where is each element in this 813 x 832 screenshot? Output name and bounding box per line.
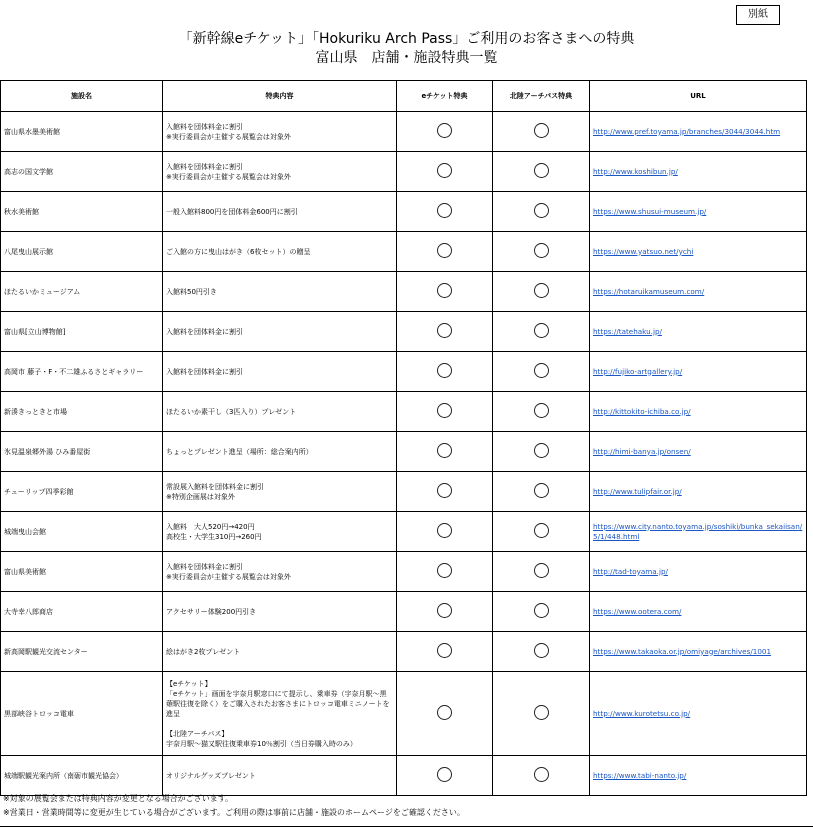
benefit-cell: [163, 192, 397, 232]
benefit-line: ※実行委員会が主催する展覧会は対象外: [166, 572, 291, 581]
benefit-cell: [163, 112, 397, 152]
eticket-available-circle-icon: [437, 767, 452, 782]
table-row: [1, 512, 807, 552]
facility-url-link[interactable]: http://himi-banya.jp/onsen/: [590, 432, 807, 472]
facility-name: 大寺幸八郎商店: [1, 592, 163, 632]
header-facility: 施設名: [1, 81, 163, 112]
facility-name: 城端曳山会館: [1, 512, 163, 552]
facility-name: 新湊きっときと市場: [1, 392, 163, 432]
arch-pass-available-circle-icon: [534, 283, 549, 298]
facility-url-link[interactable]: https://www.tabi-nanto.jp/: [590, 756, 807, 796]
facility-url-link[interactable]: http://www.kurotetsu.co.jp/: [590, 672, 807, 756]
facility-name: 八尾曳山展示館: [1, 232, 163, 272]
eticket-cell: [397, 632, 493, 672]
facility-url-link[interactable]: https://tatehaku.jp/: [590, 312, 807, 352]
attachment-badge: 別紙: [736, 5, 780, 25]
benefit-cell: [163, 312, 397, 352]
benefit-cell: [163, 472, 397, 512]
eticket-available-circle-icon: [437, 203, 452, 218]
table-row: [1, 472, 807, 512]
benefit-cell: [163, 392, 397, 432]
benefit-cell: [163, 672, 397, 756]
facility-url-link[interactable]: https://www.ootera.com/: [590, 592, 807, 632]
eticket-cell: [397, 512, 493, 552]
table-row: [1, 432, 807, 472]
arch-pass-available-circle-icon: [534, 443, 549, 458]
facility-url-link[interactable]: http://fujiko-artgallery.jp/: [590, 352, 807, 392]
facility-name: チューリップ四季彩館: [1, 472, 163, 512]
arch-pass-available-circle-icon: [534, 767, 549, 782]
arch-pass-available-circle-icon: [534, 203, 549, 218]
arch-pass-available-circle-icon: [534, 483, 549, 498]
eticket-cell: [397, 756, 493, 796]
eticket-available-circle-icon: [437, 243, 452, 258]
arch-pass-cell: [493, 632, 590, 672]
eticket-available-circle-icon: [437, 123, 452, 138]
arch-pass-cell: [493, 756, 590, 796]
eticket-available-circle-icon: [437, 323, 452, 338]
facility-url-link[interactable]: http://www.pref.toyama.jp/branches/3044/3044.htm: [590, 112, 807, 152]
bottom-rule: [0, 826, 813, 827]
table-row: [1, 272, 807, 312]
benefit-cell: [163, 552, 397, 592]
eticket-cell: [397, 592, 493, 632]
benefit-line: 入館料を団体料金に割引: [166, 327, 243, 336]
benefit-cell: [163, 152, 397, 192]
eticket-available-circle-icon: [437, 523, 452, 538]
arch-pass-available-circle-icon: [534, 123, 549, 138]
benefit-line: アクセサリー体験200円引き: [166, 607, 257, 616]
eticket-available-circle-icon: [437, 363, 452, 378]
benefit-line: ※実行委員会が主催する展覧会は対象外: [166, 132, 291, 141]
arch-pass-available-circle-icon: [534, 403, 549, 418]
facility-name: 富山県水墨美術館: [1, 112, 163, 152]
eticket-cell: [397, 312, 493, 352]
facility-url-link[interactable]: https://www.yatsuo.net/ychi: [590, 232, 807, 272]
facility-url-link[interactable]: http://www.koshibun.jp/: [590, 152, 807, 192]
arch-pass-cell: [493, 352, 590, 392]
facility-url-link[interactable]: https://www.shusui-museum.jp/: [590, 192, 807, 232]
benefit-line: 【北陸アーチパス】: [166, 729, 229, 738]
benefit-line: ちょっとプレゼント進呈（場所：総合案内所）: [166, 447, 313, 456]
arch-pass-cell: [493, 592, 590, 632]
eticket-cell: [397, 472, 493, 512]
arch-pass-available-circle-icon: [534, 603, 549, 618]
facility-url-link[interactable]: http://www.tulipfair.or.jp/: [590, 472, 807, 512]
benefit-line: 入館料を団体料金に割引: [166, 562, 243, 571]
eticket-cell: [397, 352, 493, 392]
benefit-cell: [163, 352, 397, 392]
facility-name: 氷見温泉郷外湯 ひみ番屋街: [1, 432, 163, 472]
eticket-available-circle-icon: [437, 643, 452, 658]
facility-name: 新高岡駅観光交流センター: [1, 632, 163, 672]
benefit-cell: [163, 232, 397, 272]
eticket-available-circle-icon: [437, 163, 452, 178]
benefit-cell: [163, 756, 397, 796]
benefit-line: 宇奈月駅～猫又駅往復乗車券10％割引（当日券購入時のみ）: [166, 739, 357, 748]
footnote-exhibition: ※対象の展覧会または特典内容が変更となる場合がございます。: [3, 794, 234, 803]
eticket-available-circle-icon: [437, 403, 452, 418]
benefit-line: 常設展入館料を団体料金に割引: [166, 482, 264, 491]
eticket-cell: [397, 112, 493, 152]
header-benefit: 特典内容: [163, 81, 397, 112]
eticket-cell: [397, 552, 493, 592]
eticket-available-circle-icon: [437, 705, 452, 720]
eticket-cell: [397, 672, 493, 756]
arch-pass-available-circle-icon: [534, 563, 549, 578]
arch-pass-cell: [493, 272, 590, 312]
arch-pass-available-circle-icon: [534, 323, 549, 338]
table-header-row: [1, 81, 807, 112]
eticket-available-circle-icon: [437, 563, 452, 578]
table-row: [1, 632, 807, 672]
arch-pass-cell: [493, 512, 590, 552]
eticket-cell: [397, 152, 493, 192]
table-row: [1, 352, 807, 392]
facility-name: 高志の国文学館: [1, 152, 163, 192]
benefit-line: 高校生・大学生310円→260円: [166, 532, 262, 541]
benefit-line: ご入館の方に曳山はがき（6枚セット）の贈呈: [166, 247, 311, 256]
benefit-line: ※実行委員会が主催する展覧会は対象外: [166, 172, 291, 181]
facility-name: 富山県美術館: [1, 552, 163, 592]
header-eticket: eチケット特典: [397, 81, 493, 112]
eticket-cell: [397, 232, 493, 272]
facility-name: 富山県[立山博物館]: [1, 312, 163, 352]
eticket-cell: [397, 392, 493, 432]
benefit-line: 【eチケット】: [166, 679, 212, 688]
header-url: URL: [590, 81, 807, 112]
eticket-available-circle-icon: [437, 483, 452, 498]
eticket-available-circle-icon: [437, 603, 452, 618]
arch-pass-cell: [493, 472, 590, 512]
benefit-line: 入館料を団体料金に割引: [166, 162, 243, 171]
benefit-line: ほたるいか素干し（3匹入り）プレゼント: [166, 407, 297, 416]
benefit-cell: [163, 512, 397, 552]
arch-pass-available-circle-icon: [534, 705, 549, 720]
eticket-available-circle-icon: [437, 443, 452, 458]
facility-name: 城端駅観光案内所（南砺市観光協会）: [1, 756, 163, 796]
eticket-cell: [397, 272, 493, 312]
benefit-line: オリジナルグッズプレゼント: [166, 771, 256, 780]
arch-pass-cell: [493, 432, 590, 472]
arch-pass-cell: [493, 552, 590, 592]
table-row: [1, 756, 807, 796]
facility-name: 黒部峡谷トロッコ電車: [1, 672, 163, 756]
table-row: [1, 392, 807, 432]
table-row: [1, 312, 807, 352]
table-row: [1, 112, 807, 152]
table-row: [1, 552, 807, 592]
arch-pass-available-circle-icon: [534, 523, 549, 538]
benefit-line: [166, 719, 393, 729]
facility-name: 秋水美術館: [1, 192, 163, 232]
benefits-table: [0, 80, 807, 796]
benefit-line: 一般入館料800円を団体料金600円に割引: [166, 207, 298, 216]
arch-pass-available-circle-icon: [534, 363, 549, 378]
benefit-cell: [163, 432, 397, 472]
arch-pass-available-circle-icon: [534, 243, 549, 258]
eticket-cell: [397, 192, 493, 232]
benefit-cell: [163, 592, 397, 632]
arch-pass-available-circle-icon: [534, 163, 549, 178]
arch-pass-cell: [493, 232, 590, 272]
benefit-line: 「eチケット」画面を宇奈月駅窓口にて提示し、乗車券（宇奈月駅～黒薙駅往復を除く）をご購入されたお客さまにトロッコ電車ミニノートを進呈: [166, 689, 390, 718]
table-row: [1, 592, 807, 632]
facility-url-link[interactable]: http://tad-toyama.jp/: [590, 552, 807, 592]
facility-url-link[interactable]: https://www.takaoka.or.jp/omiyage/archives/1001: [590, 632, 807, 672]
page-title: 「新幹線eチケット」「Hokuriku Arch Pass」ご利用のお客さまへの特典: [178, 31, 635, 47]
benefit-line: 絵はがき2枚プレゼント: [166, 647, 241, 656]
benefit-line: 入館料を団体料金に割引: [166, 122, 243, 131]
footnote-hours: ※営業日・営業時間等に変更が生じている場合がございます。ご利用の際は事前に店舗・施設のホームページをご確認ください。: [3, 808, 465, 817]
benefit-line: ※特別企画展は対象外: [166, 492, 235, 501]
benefit-line: 入館料 大人520円→420円: [166, 522, 255, 531]
arch-pass-cell: [493, 152, 590, 192]
arch-pass-cell: [493, 392, 590, 432]
facility-name: 高岡市 藤子・F・不二雄ふるさとギャラリー: [1, 352, 163, 392]
arch-pass-cell: [493, 672, 590, 756]
arch-pass-cell: [493, 312, 590, 352]
benefit-cell: [163, 272, 397, 312]
benefit-cell: [163, 632, 397, 672]
facility-url-link[interactable]: https://www.city.nanto.toyama.jp/soshiki/bunka_sekaiisan/5/1/448.html: [590, 512, 807, 552]
eticket-cell: [397, 432, 493, 472]
page-subtitle: 富山県 店舗・施設特典一覧: [315, 50, 498, 66]
facility-url-link[interactable]: https://hotaruikamuseum.com/: [590, 272, 807, 312]
table-row: [1, 232, 807, 272]
arch-pass-cell: [493, 112, 590, 152]
table-row: [1, 152, 807, 192]
eticket-available-circle-icon: [437, 283, 452, 298]
arch-pass-available-circle-icon: [534, 643, 549, 658]
table-row: [1, 192, 807, 232]
facility-url-link[interactable]: http://kittokito-ichiba.co.jp/: [590, 392, 807, 432]
arch-pass-cell: [493, 192, 590, 232]
benefit-line: 入館料を団体料金に割引: [166, 367, 243, 376]
table-row: [1, 672, 807, 756]
facility-name: ほたるいかミュージアム: [1, 272, 163, 312]
benefit-line: 入館料50円引き: [166, 287, 217, 296]
header-arch-pass: 北陸アーチパス特典: [493, 81, 590, 112]
